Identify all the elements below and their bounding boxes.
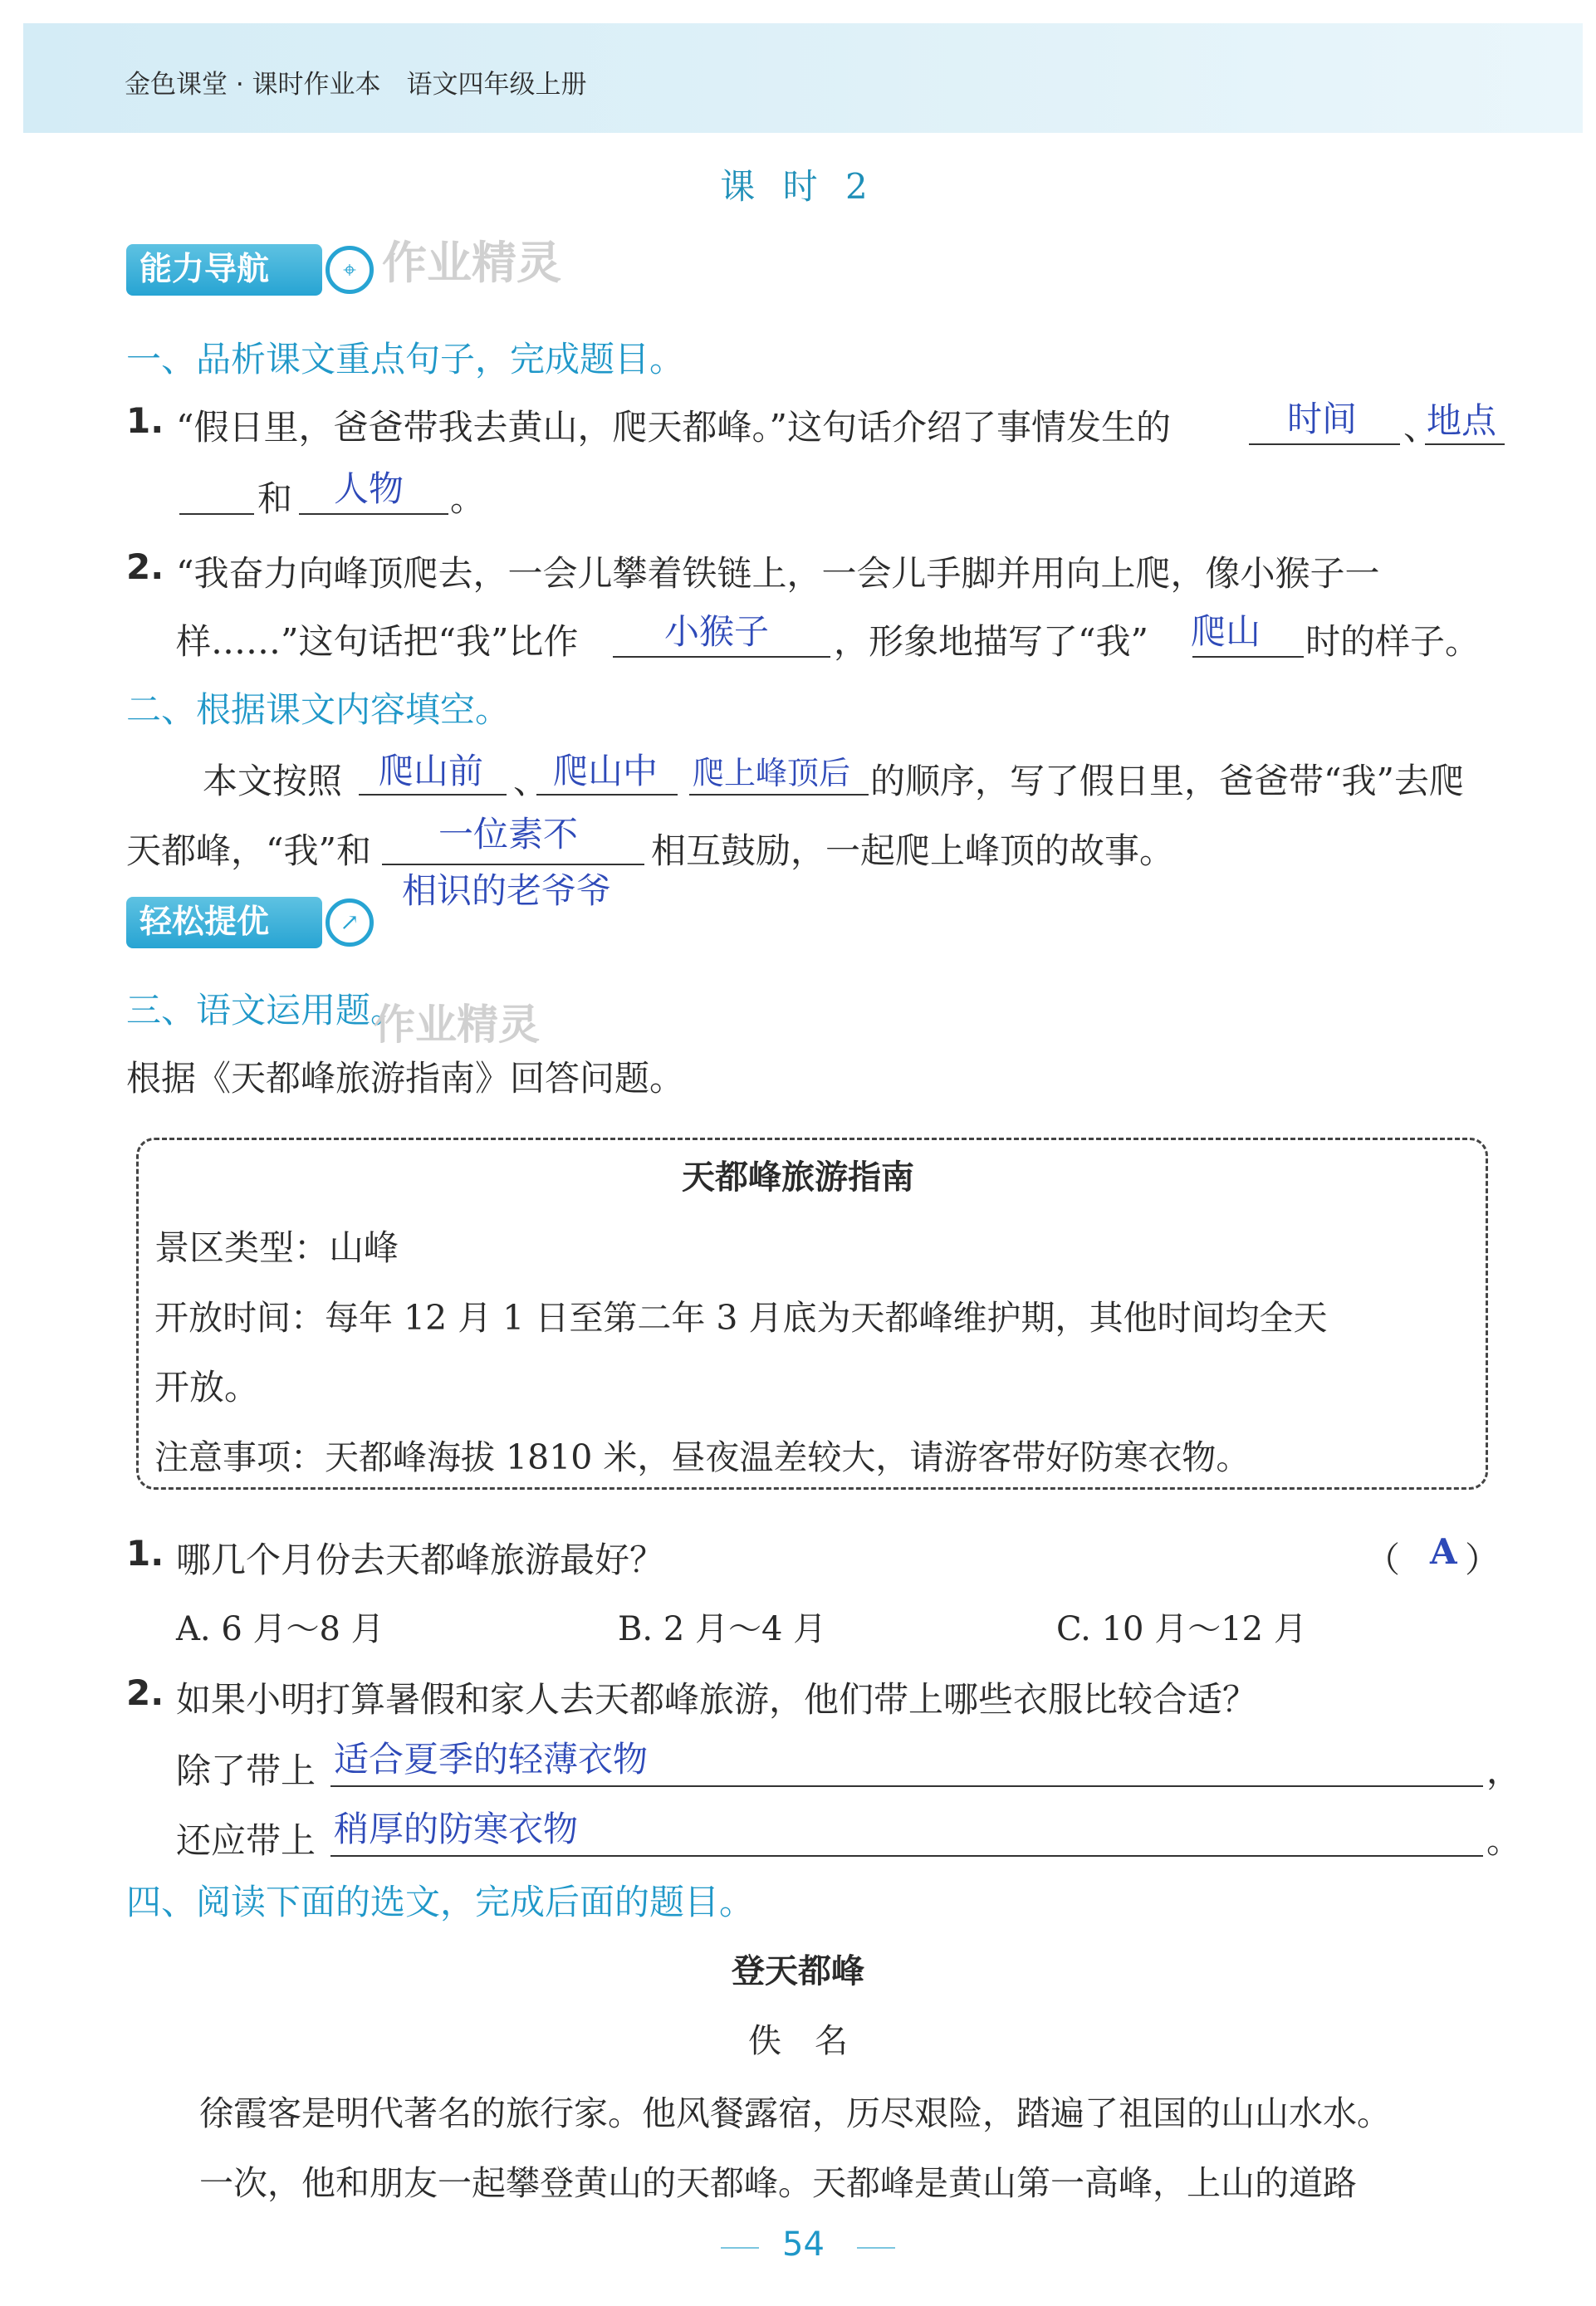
- q2-answer-2: 爬山: [1191, 611, 1261, 652]
- part3-heading: 三、语文运用题。: [126, 990, 406, 1031]
- q2-blank-1: [613, 656, 830, 658]
- guide-line-3: 开放。: [154, 1367, 260, 1408]
- q1-blank-pre: [179, 513, 254, 515]
- lesson-title: 课 时 2: [720, 166, 876, 207]
- part2-text-a: 本文按照: [203, 761, 343, 801]
- q2-blank-2: [1192, 656, 1304, 658]
- ability-tab: [126, 244, 322, 296]
- part2-answer-3: 爬上峰顶后: [693, 755, 851, 791]
- ability-tab-label: 能力导航: [140, 251, 270, 288]
- passage-para-1: 徐霞客是明代著名的旅行家。他风餐露宿，历尽艰险，踏遍了祖国的山山水水。: [199, 2093, 1391, 2133]
- guide-title: 天都峰旅游指南: [682, 1158, 914, 1197]
- q1-and: 和: [257, 478, 293, 519]
- watermark: 作业精灵: [382, 237, 561, 289]
- p3-q2-answer-1: 适合夏季的轻薄衣物: [334, 1739, 649, 1780]
- part2-answer-4-line1: 一位素不: [438, 814, 579, 854]
- part2-text-b: 的顺序，写了假日里，爸爸带“我”去爬: [870, 761, 1464, 801]
- q1-answer-2: 地点: [1427, 400, 1497, 441]
- part3-intro: 根据《天都峰旅游指南》回答问题。: [126, 1058, 685, 1099]
- q1-answer-1: 时间: [1287, 399, 1358, 439]
- part1-heading: 一、品析课文重点句子，完成题目。: [126, 339, 685, 379]
- p3-q2-blank-1: [330, 1785, 1483, 1787]
- option-a: A. 6 月～8 月: [176, 1610, 384, 1648]
- part2-blank-3: [689, 794, 869, 796]
- q1-text: “假日里，爸爸带我去黄山，爬天都峰。”这句话介绍了事情发生的: [176, 407, 1171, 448]
- p3-q2-text: 如果小明打算暑假和家人去天都峰旅游，他们带上哪些衣服比较合适？: [176, 1679, 1258, 1720]
- q1-answer-3: 人物: [334, 468, 404, 509]
- q1-number: 1.: [126, 400, 164, 441]
- p3-q1-number: 1.: [126, 1533, 164, 1574]
- boost-tab-label: 轻松提优: [140, 903, 270, 941]
- option-b: B. 2 月～4 月: [618, 1610, 827, 1648]
- q1-end: 。: [450, 478, 486, 519]
- option-c: C. 10 月～12 月: [1056, 1610, 1307, 1648]
- q1-blank-3: [299, 513, 448, 515]
- q2-text-line2c: 时的样子。: [1305, 621, 1481, 662]
- guide-line-2: 开放时间：每年 12 月 1 日至第二年 3 月底为天都峰维护期，其他时间均全天: [154, 1298, 1328, 1338]
- part2-heading: 二、根据课文内容填空。: [126, 689, 511, 730]
- q1-blank-1: [1249, 443, 1400, 445]
- part4-heading: 四、阅读下面的选文，完成后面的题目。: [126, 1882, 755, 1922]
- q1-separator: 、: [1403, 407, 1439, 448]
- p3-q1-text: 哪几个月份去天都峰旅游最好？: [176, 1540, 665, 1580]
- part2-separator: 、: [513, 761, 549, 801]
- guide-line-4: 注意事项：天都峰海拔 1810 米，昼夜温差较大，请游客带好防寒衣物。: [154, 1437, 1251, 1477]
- part2-text-d: 相互鼓励，一起爬上峰顶的故事。: [651, 830, 1175, 871]
- p3-q2-end-1: ，: [1486, 1750, 1522, 1791]
- passage-title: 登天都峰: [732, 1952, 864, 1990]
- part2-blank-2: [536, 794, 678, 796]
- q2-number: 2.: [126, 546, 164, 587]
- book-header: 金色课堂 · 课时作业本 语文四年级上册: [125, 70, 587, 100]
- q1-blank-2: [1425, 443, 1505, 445]
- location-pin-icon: ⌖: [326, 246, 374, 294]
- passage-para-2: 一次，他和朋友一起攀登黄山的天都峰。天都峰是黄山第一高峰，上山的道路: [199, 2163, 1357, 2203]
- q2-text-line1: “我奋力向峰顶爬去，一会儿攀着铁链上，一会儿手脚并用向上爬，像小猴子一: [176, 553, 1380, 594]
- guide-line-1: 景区类型：山峰: [154, 1227, 399, 1268]
- part2-blank-1: [359, 794, 507, 796]
- part2-text-c: 天都峰，“我”和: [126, 830, 371, 871]
- p3-q2-answer-2: 稍厚的防寒衣物: [334, 1809, 579, 1849]
- q2-text-line2b: ，形象地描写了“我”: [834, 621, 1148, 662]
- p3-q1-paren-close: ）: [1465, 1540, 1501, 1580]
- p3-q2-blank-2: [330, 1855, 1483, 1857]
- p3-q2-label-1: 除了带上: [176, 1750, 316, 1791]
- q2-answer-1: 小猴子: [664, 611, 770, 652]
- page-dash-right: [857, 2247, 895, 2249]
- p3-q2-label-2: 还应带上: [176, 1820, 316, 1861]
- page-number: 54: [782, 2225, 825, 2264]
- p3-q2-end-2: 。: [1486, 1820, 1522, 1861]
- boost-tab: [126, 897, 322, 948]
- p3-q2-number: 2.: [126, 1672, 164, 1713]
- part2-answer-1: 爬山前: [379, 751, 484, 791]
- part2-answer-4-line2: 相识的老爷爷: [402, 870, 612, 911]
- watermark-2: 作业精灵: [374, 1001, 540, 1049]
- page-dash-left: [721, 2247, 759, 2249]
- p3-q1-answer: A: [1430, 1531, 1457, 1572]
- passage-author: 佚 名: [748, 2022, 848, 2060]
- q2-text-line2: 样……”这句话把“我”比作: [176, 621, 579, 662]
- swoosh-icon: ↗: [326, 898, 374, 947]
- p3-q1-paren-open: （: [1365, 1540, 1401, 1580]
- part2-answer-2: 爬山中: [553, 751, 658, 791]
